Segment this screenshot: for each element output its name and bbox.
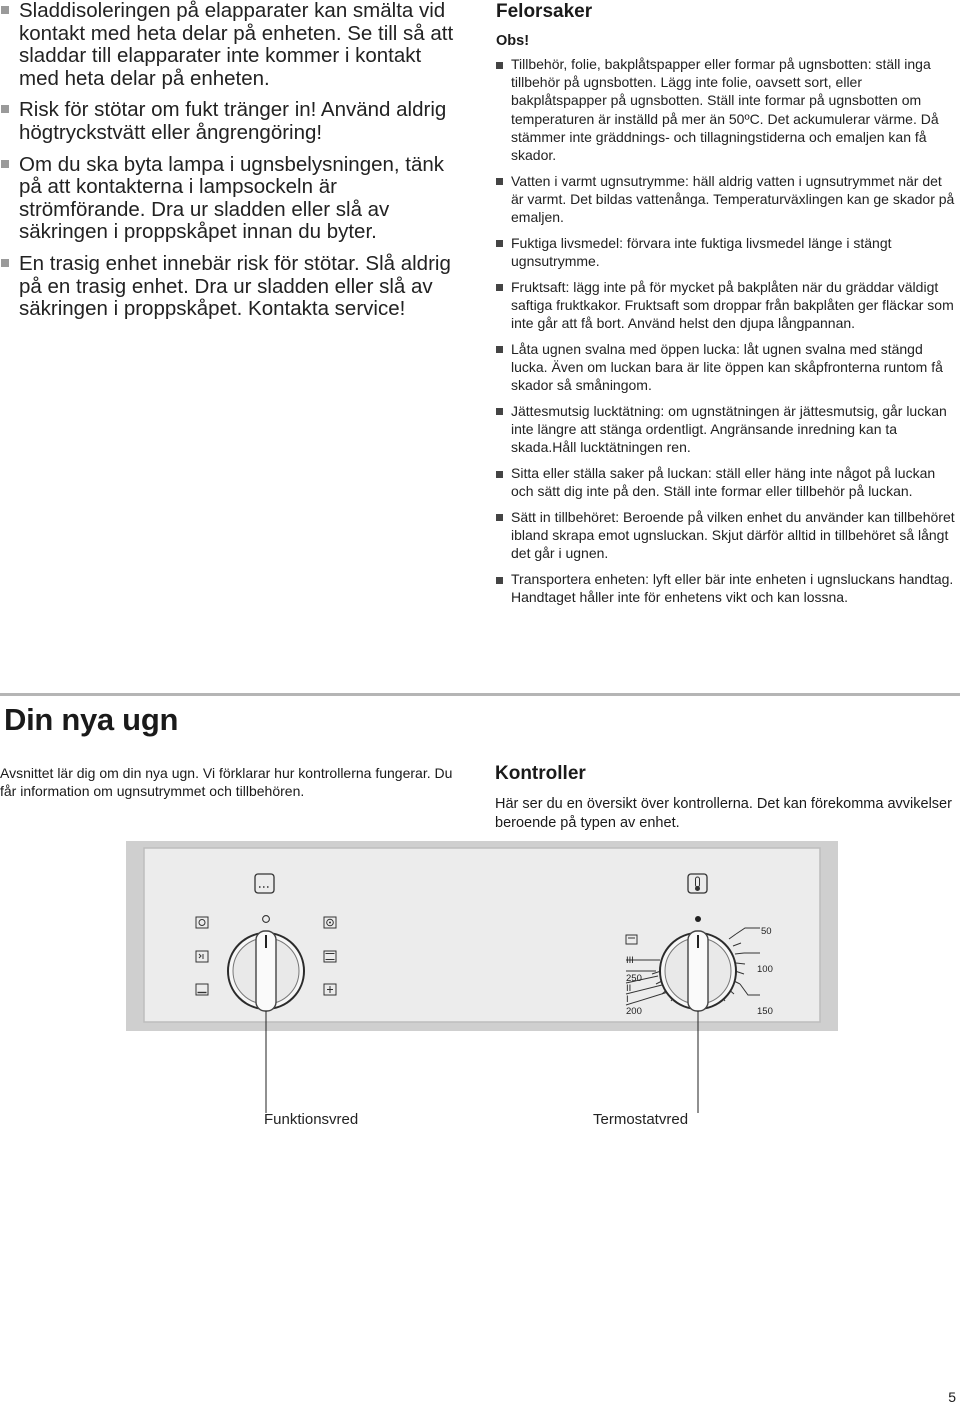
scale-mark-label: III [626, 955, 634, 966]
list-item: En trasig enhet innebär risk för stötar. Slå aldrig på en trasig enhet. Dra ur sladden eller slå av säkringen i proppskåpet. Kontakta service! [0, 253, 466, 321]
scale-mark-label: I [626, 994, 629, 1005]
list-item: Fuktiga livsmedel: förvara inte fuktiga livsmedel länge i stängt ugnsutrymme. [496, 234, 958, 270]
list-item: Jättesmutsig lucktätning: om ugnstätningen är jättesmutsig, går luckan inte längre att stänga ordentligt. Angränsande inredning kan ta skada.Håll lucktätningen ren. [496, 402, 958, 457]
list-item: Låta ugnen svalna med öppen lucka: låt ugnen svalna med stängd lucka. Även om luckan bara är lite öppen kan skåpfronterna runtom få skador så småningom. [496, 340, 958, 395]
safety-column [0, 0, 466, 330]
obs-label: Obs! [496, 33, 530, 49]
function-knob-caption: Funktionsvred [264, 1111, 359, 1128]
scale-mark-label: 250 [626, 973, 642, 984]
list-item: Om du ska byta lampa i ugnsbelysningen, tänk på att kontakterna i lampsockeln är strömförande. Dra ur sladden eller slå av säkringen i proppskåpet innan du byter. [0, 154, 466, 244]
control-panel-illustration [0, 830, 960, 1130]
scale-mark-label: 50 [761, 926, 772, 937]
list-item: Sladdisoleringen på elapparater kan smälta vid kontakt med heta delar på enheten. Se till så att sladdar till elapparater inte kommer i kontakt med heta delar på enheten. [0, 0, 466, 90]
kontroller-title: Kontroller [495, 763, 586, 784]
list-item: Transportera enheten: lyft eller bär inte enheten i ugnsluckans handtag. Handtaget håller inte för enhetens vikt och kan lossna. [496, 570, 958, 606]
list-item: Tillbehör, folie, bakplåtspapper eller formar på ugnsbotten: ställ inga tillbehör på ugnsbotten. Lägg inte folie, oavsett sort, eller bakplåtspapper på ugnsbotten. Ställ inte formar på ugnsbotten om temperaturen är inställd på mer än 50ºC. Det ackumulerar värme. Då stämmer inte gräddnings- och tillagningstiderna och emaljen kan få skador. [496, 55, 958, 164]
list-item: Sätt in tillbehöret: Beroende på vilken enhet du använder kan tillbehöret ibland skrapa emot ugnsluckan. Skjut därför alltid in tillbehöret så långt det går i ugnen. [496, 508, 958, 563]
thermostat-off-dot [695, 916, 701, 922]
thermostat-knob [660, 931, 736, 1011]
scale-mark-label: 100 [757, 964, 773, 975]
page-title: Din nya ugn [4, 702, 179, 737]
section-divider [0, 693, 960, 696]
kontroller-lead: Här ser du en översikt över kontrollerna. Det kan förekomma avvikelser beroende på typen av enhet. [495, 796, 952, 831]
list-item: Sitta eller ställa saker på luckan: ställ eller häng inte något på luckan och sätt dig inte på den. Ställ inte formar eller tillbehör på luckan. [496, 464, 958, 500]
function-knob [228, 931, 304, 1011]
list-item: Fruktsaft: lägg inte på för mycket på bakplåten när du gräddar väldigt saftiga fruktkakor. Fruktsaft som droppar från bakplåten ger fläckar som inte går att få bort. Använd helst den djupa långpannan. [496, 278, 958, 333]
thermostat-knob-caption: Termostatvred [593, 1111, 689, 1128]
list-item: Vatten i varmt ugnsutrymme: häll aldrig vatten i ugnsutrymmet när det är varmt. Det bildas vattenånga. Temperaturväxlingen kan ge skador på emaljen. [496, 172, 958, 227]
section-title: Felorsaker [496, 1, 593, 22]
felorsaker-list [496, 55, 958, 614]
scale-mark-label: 150 [757, 1006, 773, 1017]
intro-text: Avsnittet lär dig om din nya ugn. Vi förklarar hur kontrollerna fungerar. Du får information om ugnsutrymmet och tillbehören. [0, 765, 453, 799]
scale-mark-label: II [626, 983, 632, 994]
page-number: 5 [948, 1389, 956, 1405]
list-item: Risk för stötar om fukt tränger in! Använd aldrig högtryckstvätt eller ångrengöring! [0, 99, 466, 144]
safety-list [0, 0, 466, 321]
scale-mark-label: 200 [626, 1006, 642, 1017]
